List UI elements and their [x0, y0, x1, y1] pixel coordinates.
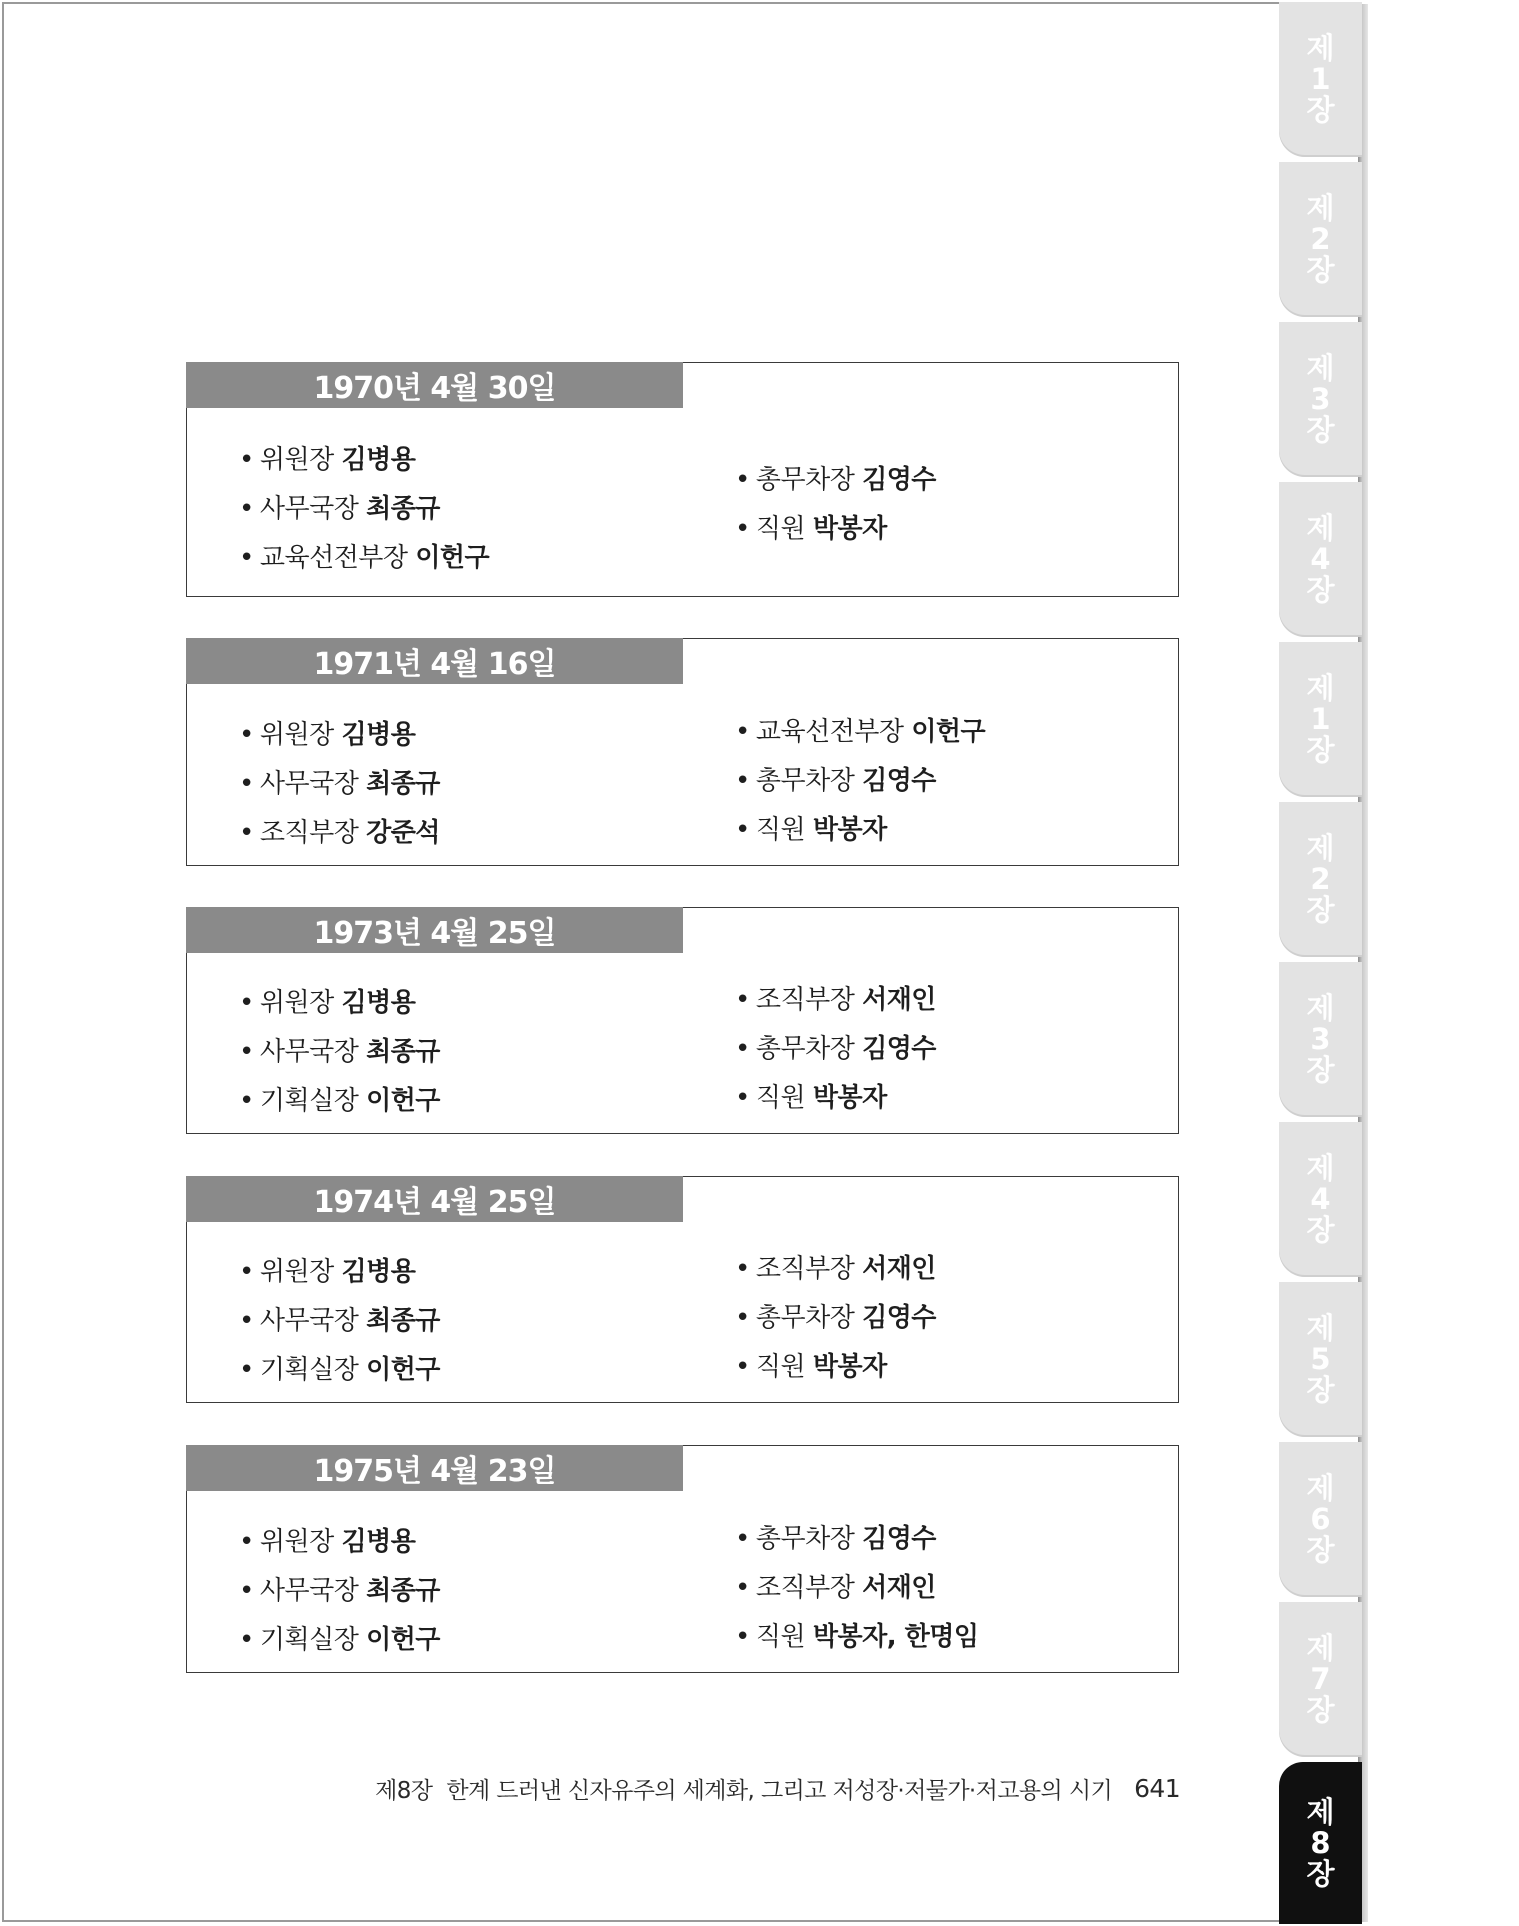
roster-date-header: 1971년 4월 16일 [186, 638, 683, 684]
roster-item [239, 1619, 440, 1656]
bullet-icon: • [735, 766, 750, 796]
role-label: 직원 [755, 514, 806, 544]
tab-char: 1 [1310, 702, 1331, 736]
person-name: 김영수 [862, 1034, 936, 1064]
person-name: 최종규 [366, 1576, 440, 1606]
tab-char: 장 [1306, 733, 1335, 767]
tab-char: 제 [1306, 671, 1335, 705]
bullet-icon: • [239, 1257, 254, 1287]
tab-char: 3 [1310, 1022, 1331, 1056]
role-label: 직원 [755, 815, 806, 845]
role-label: 사무국장 [259, 769, 359, 799]
chapter-tab-1[interactable] [1279, 2, 1362, 157]
person-name: 최종규 [366, 1037, 440, 1067]
role-label: 조직부장 [755, 1254, 855, 1284]
roster-item [735, 1616, 978, 1653]
tab-char: 제 [1306, 511, 1335, 545]
role-label: 기획실장 [259, 1086, 359, 1116]
roster-box-1973 [186, 907, 1179, 1134]
roster-item [239, 1031, 440, 1068]
person-name: 이헌구 [366, 1355, 440, 1385]
role-label: 직원 [755, 1622, 806, 1652]
role-label: 사무국장 [259, 1037, 359, 1067]
bullet-icon: • [239, 1306, 254, 1336]
roster-item [735, 1028, 936, 1065]
roster-item [735, 711, 985, 748]
roster-box-1974 [186, 1176, 1179, 1403]
bullet-icon: • [735, 1622, 750, 1652]
roster-item [735, 1248, 936, 1285]
chapter-tab-9[interactable] [1279, 1282, 1362, 1437]
roster-item [239, 439, 415, 476]
tab-char: 제 [1306, 1794, 1335, 1829]
person-name: 최종규 [366, 494, 440, 524]
chapter-tab-4[interactable] [1279, 482, 1362, 637]
bullet-icon: • [735, 465, 750, 495]
bullet-icon: • [239, 494, 254, 524]
role-label: 총무차장 [755, 1034, 855, 1064]
tab-char: 4 [1310, 542, 1331, 576]
tab-char: 제 [1306, 351, 1335, 385]
tab-char: 장 [1306, 253, 1335, 287]
roster-item [239, 1521, 415, 1558]
tab-char: 2 [1310, 222, 1331, 256]
roster-item [735, 760, 936, 797]
tab-char: 장 [1306, 893, 1335, 927]
person-name: 최종규 [366, 1306, 440, 1336]
person-name: 김영수 [862, 766, 936, 796]
roster-item [735, 459, 936, 496]
tab-char: 장 [1306, 93, 1335, 127]
roster-date-header: 1975년 4월 23일 [186, 1445, 683, 1491]
person-name: 서재인 [862, 1573, 936, 1603]
person-name: 박봉자 [812, 1352, 887, 1382]
bullet-icon: • [735, 1303, 750, 1333]
tab-char: 제 [1306, 991, 1335, 1025]
person-name: 김병용 [341, 1527, 416, 1557]
bullet-icon: • [735, 1573, 750, 1603]
bullet-icon: • [239, 1037, 254, 1067]
bullet-icon: • [239, 1527, 254, 1557]
role-label: 총무차장 [755, 766, 855, 796]
roster-box-1970 [186, 362, 1179, 597]
role-label: 위원장 [259, 1527, 334, 1557]
tab-char: 2 [1310, 862, 1331, 896]
person-name: 김병용 [341, 988, 416, 1018]
chapter-tab-6[interactable] [1279, 802, 1362, 957]
role-label: 총무차장 [755, 465, 855, 495]
chapter-tabs [1279, 2, 1363, 1924]
bullet-icon: • [735, 815, 750, 845]
person-name: 이헌구 [366, 1625, 440, 1655]
bullet-icon: • [239, 445, 254, 475]
roster-item [239, 714, 415, 751]
roster-date-header: 1970년 4월 30일 [186, 362, 683, 408]
role-label: 사무국장 [259, 1576, 359, 1606]
role-label: 조직부장 [755, 985, 855, 1015]
role-label: 총무차장 [755, 1303, 855, 1333]
person-name: 이헌구 [366, 1086, 440, 1116]
tab-char: 제 [1306, 1151, 1335, 1185]
bullet-icon: • [239, 1625, 254, 1655]
tab-char: 장 [1306, 413, 1335, 447]
bullet-icon: • [735, 1352, 750, 1382]
roster-box-1975 [186, 1445, 1179, 1673]
roster-item [735, 979, 936, 1016]
bullet-icon: • [239, 1086, 254, 1116]
roster-date-header: 1973년 4월 25일 [186, 907, 683, 953]
tab-char: 장 [1306, 1533, 1335, 1567]
person-name: 박봉자 [812, 1083, 887, 1113]
roster-item [239, 1080, 440, 1117]
roster-item [239, 763, 440, 800]
roster-item [735, 809, 887, 846]
person-name: 김영수 [862, 1303, 936, 1333]
tab-char: 6 [1310, 1502, 1331, 1536]
person-name: 김병용 [341, 445, 416, 475]
bullet-icon: • [735, 1034, 750, 1064]
tab-char: 5 [1310, 1342, 1331, 1376]
role-label: 기획실장 [259, 1355, 359, 1385]
role-label: 위원장 [259, 1257, 334, 1287]
roster-item [239, 1570, 440, 1607]
tab-char: 4 [1310, 1182, 1331, 1216]
person-name: 서재인 [862, 985, 936, 1015]
tab-char: 장 [1306, 1053, 1335, 1087]
tab-char: 제 [1306, 191, 1335, 225]
chapter-tab-7[interactable] [1279, 962, 1362, 1117]
roster-item [239, 537, 489, 574]
footer-title: 한계 드러낸 신자유주의 세계화, 그리고 저성장·저물가·저고용의 시기 [446, 1777, 1113, 1804]
person-name: 김병용 [341, 1257, 416, 1287]
chapter-tab-10[interactable] [1279, 1442, 1362, 1597]
tab-char: 제 [1306, 1471, 1335, 1505]
tab-char: 1 [1310, 62, 1331, 96]
role-label: 위원장 [259, 445, 334, 475]
roster-item [239, 1349, 440, 1386]
person-name: 박봉자, 한명임 [812, 1622, 979, 1652]
bullet-icon: • [735, 1083, 750, 1113]
roster-item [239, 1300, 440, 1337]
roster-item [239, 982, 415, 1019]
roster-date-header: 1974년 4월 25일 [186, 1176, 683, 1222]
roster-box-1971 [186, 638, 1179, 866]
tab-char: 7 [1310, 1662, 1331, 1696]
roster-item [735, 1346, 887, 1383]
tab-char: 3 [1310, 382, 1331, 416]
roster-item [239, 488, 440, 525]
bullet-icon: • [239, 818, 254, 848]
chapter-tab-3[interactable] [1279, 322, 1362, 477]
tab-char: 장 [1306, 1213, 1335, 1247]
roster-item [735, 1077, 887, 1114]
chapter-tab-2[interactable] [1279, 162, 1362, 317]
role-label: 조직부장 [259, 818, 359, 848]
bullet-icon: • [735, 985, 750, 1015]
bullet-icon: • [735, 514, 750, 544]
bullet-icon: • [239, 1355, 254, 1385]
roster-item [239, 1251, 415, 1288]
tab-char: 제 [1306, 1631, 1335, 1665]
chapter-tab-8[interactable] [1279, 1122, 1362, 1277]
bullet-icon: • [239, 720, 254, 750]
person-name: 서재인 [862, 1254, 936, 1284]
role-label: 위원장 [259, 988, 334, 1018]
tab-char: 장 [1306, 1856, 1335, 1891]
role-label: 조직부장 [755, 1573, 855, 1603]
role-label: 직원 [755, 1083, 806, 1113]
bullet-icon: • [239, 988, 254, 1018]
bullet-icon: • [239, 543, 254, 573]
person-name: 이헌구 [911, 717, 986, 747]
person-name: 이헌구 [415, 543, 490, 573]
person-name: 박봉자 [812, 514, 887, 544]
roster-item [735, 1518, 936, 1555]
bullet-icon: • [735, 1524, 750, 1554]
bullet-icon: • [239, 769, 254, 799]
footer-chapter: 제8장 [375, 1777, 433, 1804]
role-label: 사무국장 [259, 1306, 359, 1336]
person-name: 최종규 [366, 769, 440, 799]
roster-item [735, 1297, 936, 1334]
role-label: 사무국장 [259, 494, 359, 524]
tab-char: 제 [1306, 31, 1335, 65]
person-name: 김영수 [862, 1524, 936, 1554]
tab-char: 장 [1306, 573, 1335, 607]
bullet-icon: • [239, 1576, 254, 1606]
tab-char: 제 [1306, 1311, 1335, 1345]
person-name: 강준석 [366, 818, 440, 848]
chapter-tab-12-active[interactable] [1279, 1762, 1362, 1924]
role-label: 기획실장 [259, 1625, 359, 1655]
person-name: 김병용 [341, 720, 416, 750]
bullet-icon: • [735, 1254, 750, 1284]
page-footer [375, 1771, 1180, 1805]
roster-item [735, 1567, 936, 1604]
tab-char: 장 [1306, 1373, 1335, 1407]
page-number: 641 [1134, 1773, 1180, 1803]
chapter-tab-11[interactable] [1279, 1602, 1362, 1757]
person-name: 김영수 [862, 465, 936, 495]
tab-char: 제 [1306, 831, 1335, 865]
tab-char: 8 [1310, 1825, 1331, 1860]
tab-char: 장 [1306, 1693, 1335, 1727]
chapter-tab-5[interactable] [1279, 642, 1362, 797]
role-label: 직원 [755, 1352, 806, 1382]
role-label: 총무차장 [755, 1524, 855, 1554]
role-label: 교육선전부장 [755, 717, 904, 747]
role-label: 위원장 [259, 720, 334, 750]
person-name: 박봉자 [812, 815, 887, 845]
roster-item [735, 508, 887, 545]
role-label: 교육선전부장 [259, 543, 408, 573]
bullet-icon: • [735, 717, 750, 747]
roster-item [239, 812, 440, 849]
